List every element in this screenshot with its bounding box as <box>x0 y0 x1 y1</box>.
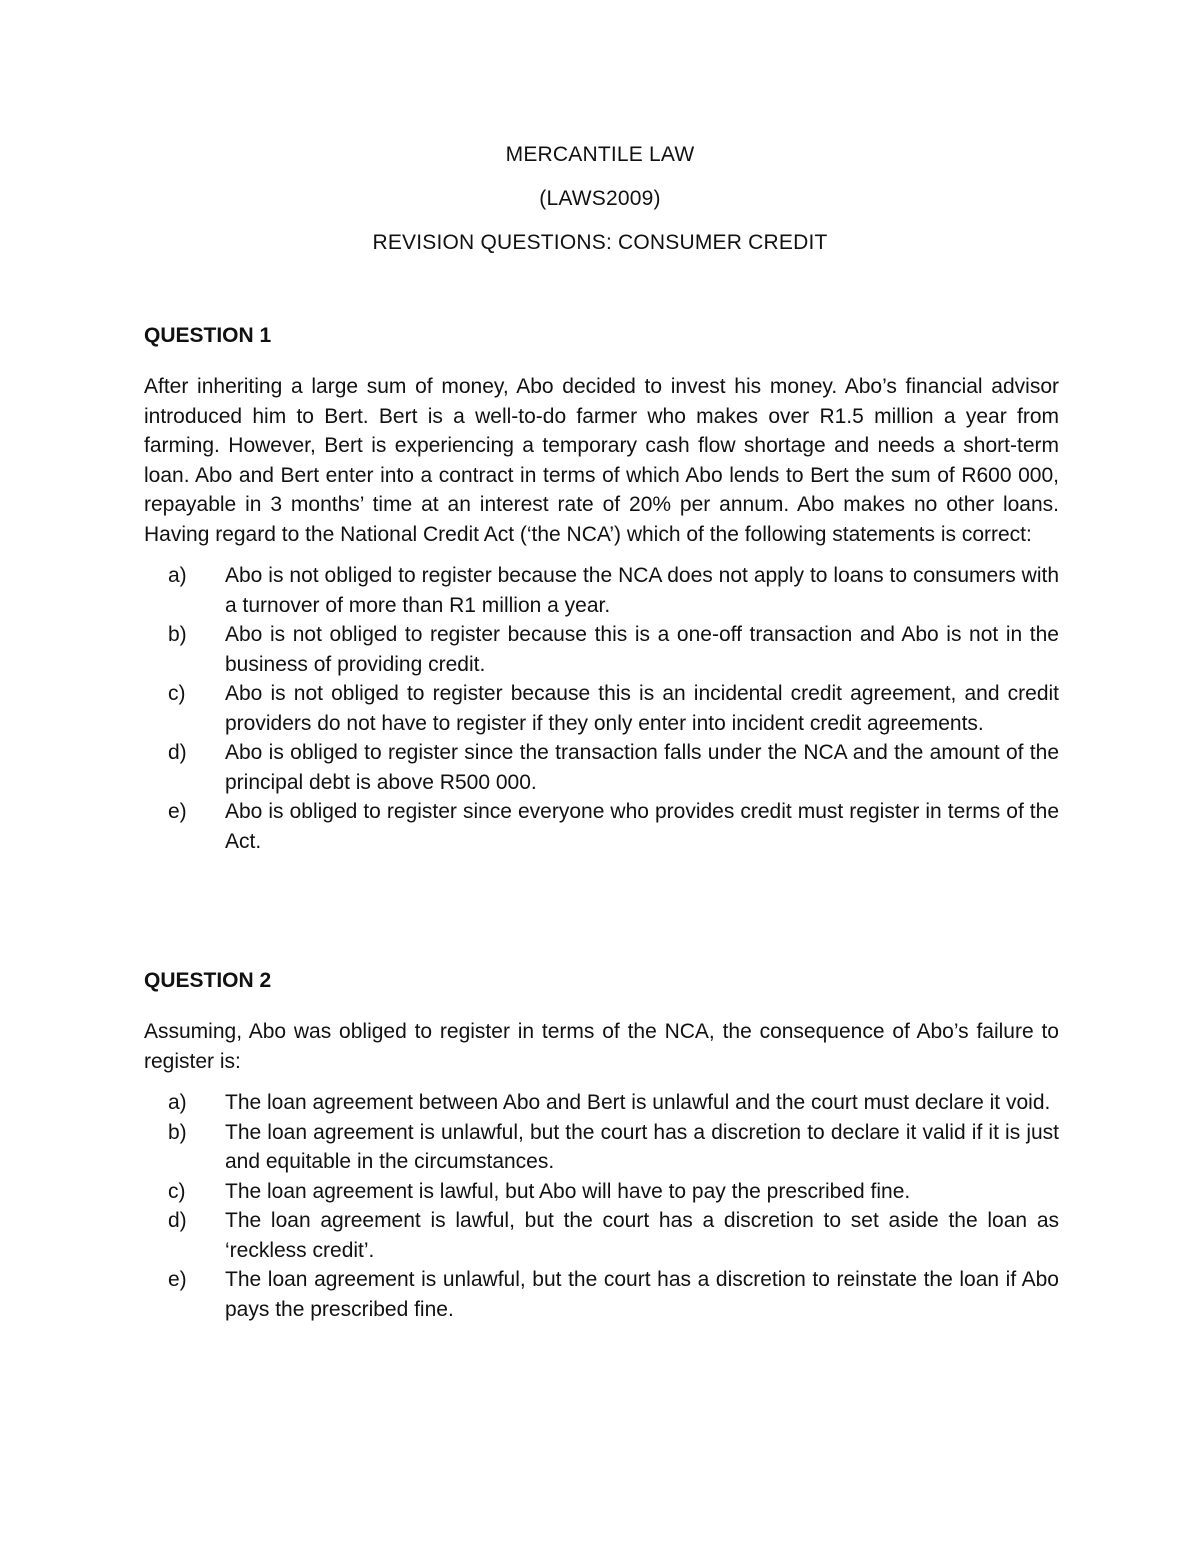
option-text: Abo is not obliged to register because this is a one-off transaction and Abo is not in the business of providing credit. <box>225 623 1059 676</box>
answer-option <box>144 1118 1059 1177</box>
course-code: (LAWS2009) <box>539 187 661 210</box>
option-letter: b) <box>168 1120 187 1144</box>
answer-option <box>144 738 1059 797</box>
option-letter: d) <box>168 741 187 764</box>
question-stem: After inheriting a large sum of money, Abo decided to invest his money. Abo’s financial advisor introduced him to Bert. Bert is a well-to-do farmer who makes over R1.5 million a year from farming. However, Bert is experiencing a temporary cash flow shortage and needs a short-term loan. Abo and Bert enter into a contract in terms of which Abo lends to Bert the sum of R600 000, repayable in 3 months’ time at an interest rate of 20% per annum. Abo makes no other loans. Having regard to the National Credit Act (‘the NCA’) which of the following statements is correct: <box>144 375 1059 546</box>
answer-option <box>144 620 1059 679</box>
answer-option <box>144 1177 1059 1207</box>
answer-options <box>144 561 1059 856</box>
document-subtitle: REVISION QUESTIONS: CONSUMER CREDIT <box>372 231 828 254</box>
option-letter: b) <box>168 623 187 646</box>
question-title: QUESTION 1 <box>144 324 272 347</box>
question-1 <box>144 322 1059 856</box>
option-letter: a) <box>168 564 187 587</box>
option-text: The loan agreement is lawful, but the court has a discretion to set aside the loan as ‘reckless credit’. <box>225 1209 1059 1262</box>
option-letter: a) <box>168 1091 187 1114</box>
option-text: Abo is not obliged to register because the NCA does not apply to loans to consumers with a turnover of more than R1 million a year. <box>225 564 1059 617</box>
answer-option <box>144 1265 1059 1324</box>
option-letter: d) <box>168 1209 187 1232</box>
answer-option <box>144 1088 1059 1118</box>
option-text: The loan agreement is unlawful, but the court has a discretion to declare it valid if it is just and equitable in the circumstances. <box>225 1120 1059 1173</box>
question-stem: Assuming, Abo was obliged to register in terms of the NCA, the consequence of Abo’s failure to register is: <box>144 1020 1059 1073</box>
answer-options <box>144 1088 1059 1324</box>
option-text: The loan agreement is unlawful, but the court has a discretion to reinstate the loan if Abo pays the prescribed fine. <box>225 1268 1059 1321</box>
question-2 <box>144 967 1059 1324</box>
question-title: QUESTION 2 <box>144 969 272 992</box>
option-text: The loan agreement between Abo and Bert is unlawful and the court must declare it void. <box>225 1091 1051 1114</box>
option-text: Abo is obliged to register since everyone who provides credit must register in terms of the Act. <box>225 800 1059 853</box>
option-letter: e) <box>168 800 187 823</box>
option-text: Abo is not obliged to register because this is an incidental credit agreement, and credit providers do not have to register if they only enter into incident credit agreements. <box>225 682 1059 735</box>
option-letter: c) <box>168 1179 186 1203</box>
option-letter: c) <box>168 682 186 705</box>
course-title: MERCANTILE LAW <box>505 143 695 166</box>
answer-option <box>144 797 1059 856</box>
answer-option <box>144 679 1059 738</box>
option-text: The loan agreement is lawful, but Abo will have to pay the prescribed fine. <box>225 1179 911 1203</box>
answer-option <box>144 561 1059 620</box>
option-text: Abo is obliged to register since the transaction falls under the NCA and the amount of the principal debt is above R500 000. <box>225 741 1059 794</box>
option-letter: e) <box>168 1268 187 1291</box>
answer-option <box>144 1206 1059 1265</box>
